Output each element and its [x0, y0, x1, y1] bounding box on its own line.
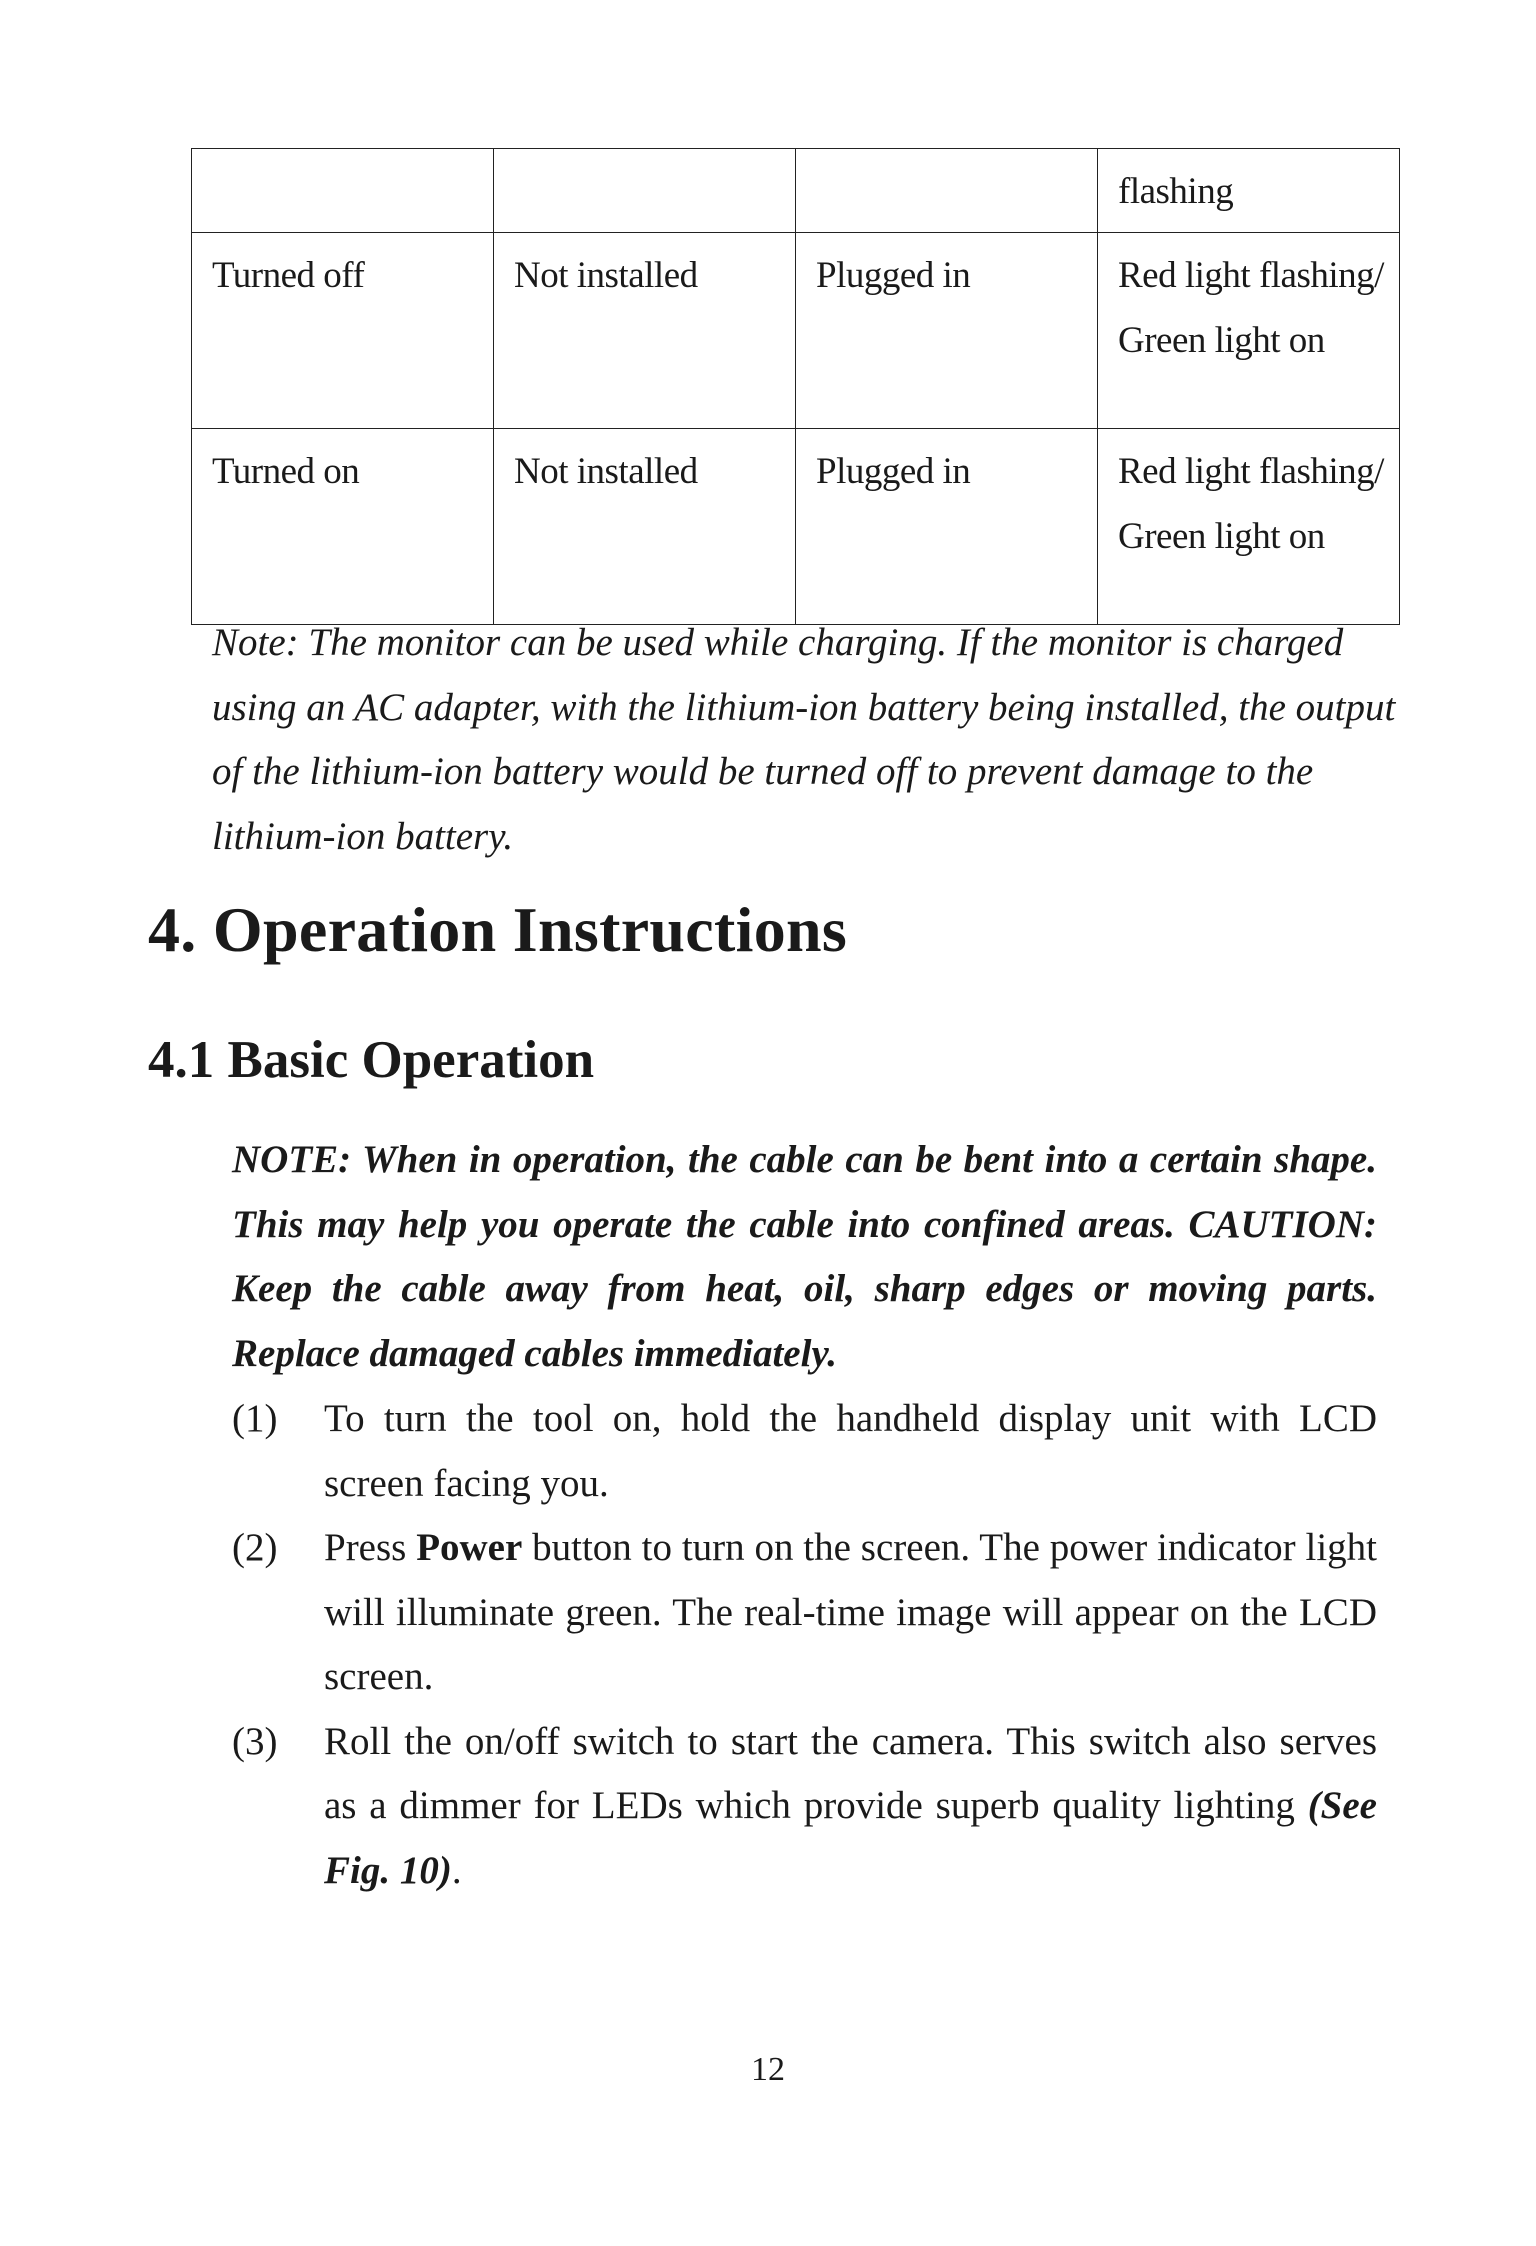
list-item — [232, 1387, 1377, 1516]
subsection-heading: 4.1 Basic Operation — [148, 1031, 595, 1089]
charging-note — [212, 611, 1402, 869]
table-cell — [494, 149, 796, 233]
step-number: (1) — [232, 1397, 278, 1440]
table-cell: Not installed — [494, 233, 796, 429]
caution-note: NOTE: When in operation, the cable can be bent into a certain shape. This may help you operate the cable into confined areas. CAUTION: Keep the cable away from heat, oil, sharp edges or moving parts. Replace damaged cables immediately. — [232, 1138, 1377, 1375]
charging-status-table — [191, 148, 1400, 625]
table-cell: Red light flashing/ Green light on — [1098, 429, 1400, 625]
table-cell: Not installed — [494, 429, 796, 625]
step-text-post: . — [451, 1848, 462, 1892]
table-cell: Plugged in — [796, 233, 1098, 429]
table-cell: flashing — [1098, 149, 1400, 233]
table-cell: Turned on — [192, 429, 494, 625]
table-cell — [192, 149, 494, 233]
list-item — [232, 1516, 1377, 1710]
step-text-pre: Roll the on/off switch to start the camera. This switch also serves as a dimmer for LEDs which provide superb quality lighting — [324, 1719, 1377, 1827]
note-label: Note: — [212, 621, 299, 664]
page-number: 12 — [751, 2051, 785, 2088]
table-cell: Red light flashing/ Green light on — [1098, 233, 1400, 429]
step-number: (3) — [232, 1719, 278, 1763]
step-text: To turn the tool on, hold the handheld display unit with LCD screen facing you. — [324, 1397, 1377, 1505]
power-button-label: Power — [416, 1526, 523, 1569]
table-cell: Plugged in — [796, 429, 1098, 625]
list-item — [232, 1710, 1377, 1904]
table-row — [192, 429, 1400, 625]
step-number: (2) — [232, 1526, 278, 1569]
table-cell — [796, 149, 1098, 233]
figure-reference: (See Fig. 10) — [324, 1784, 1377, 1892]
step-text-pre: Press — [324, 1526, 417, 1569]
table-row — [192, 233, 1400, 429]
section-heading: 4. Operation Instructions — [148, 894, 848, 965]
note-text: The monitor can be used while charging. If the monitor is charged using an AC adapter, with the lithium-ion battery being installed, the output of the lithium-ion battery would be turned off to prevent damage to the lithium-ion battery. — [212, 621, 1396, 858]
step-text-post: button to turn on the screen. The power indicator light will illuminate green. The real-time image will appear on the LCD screen. — [324, 1526, 1377, 1698]
table-cell: Turned off — [192, 233, 494, 429]
operation-steps — [232, 1387, 1377, 1903]
table-row — [192, 149, 1400, 233]
